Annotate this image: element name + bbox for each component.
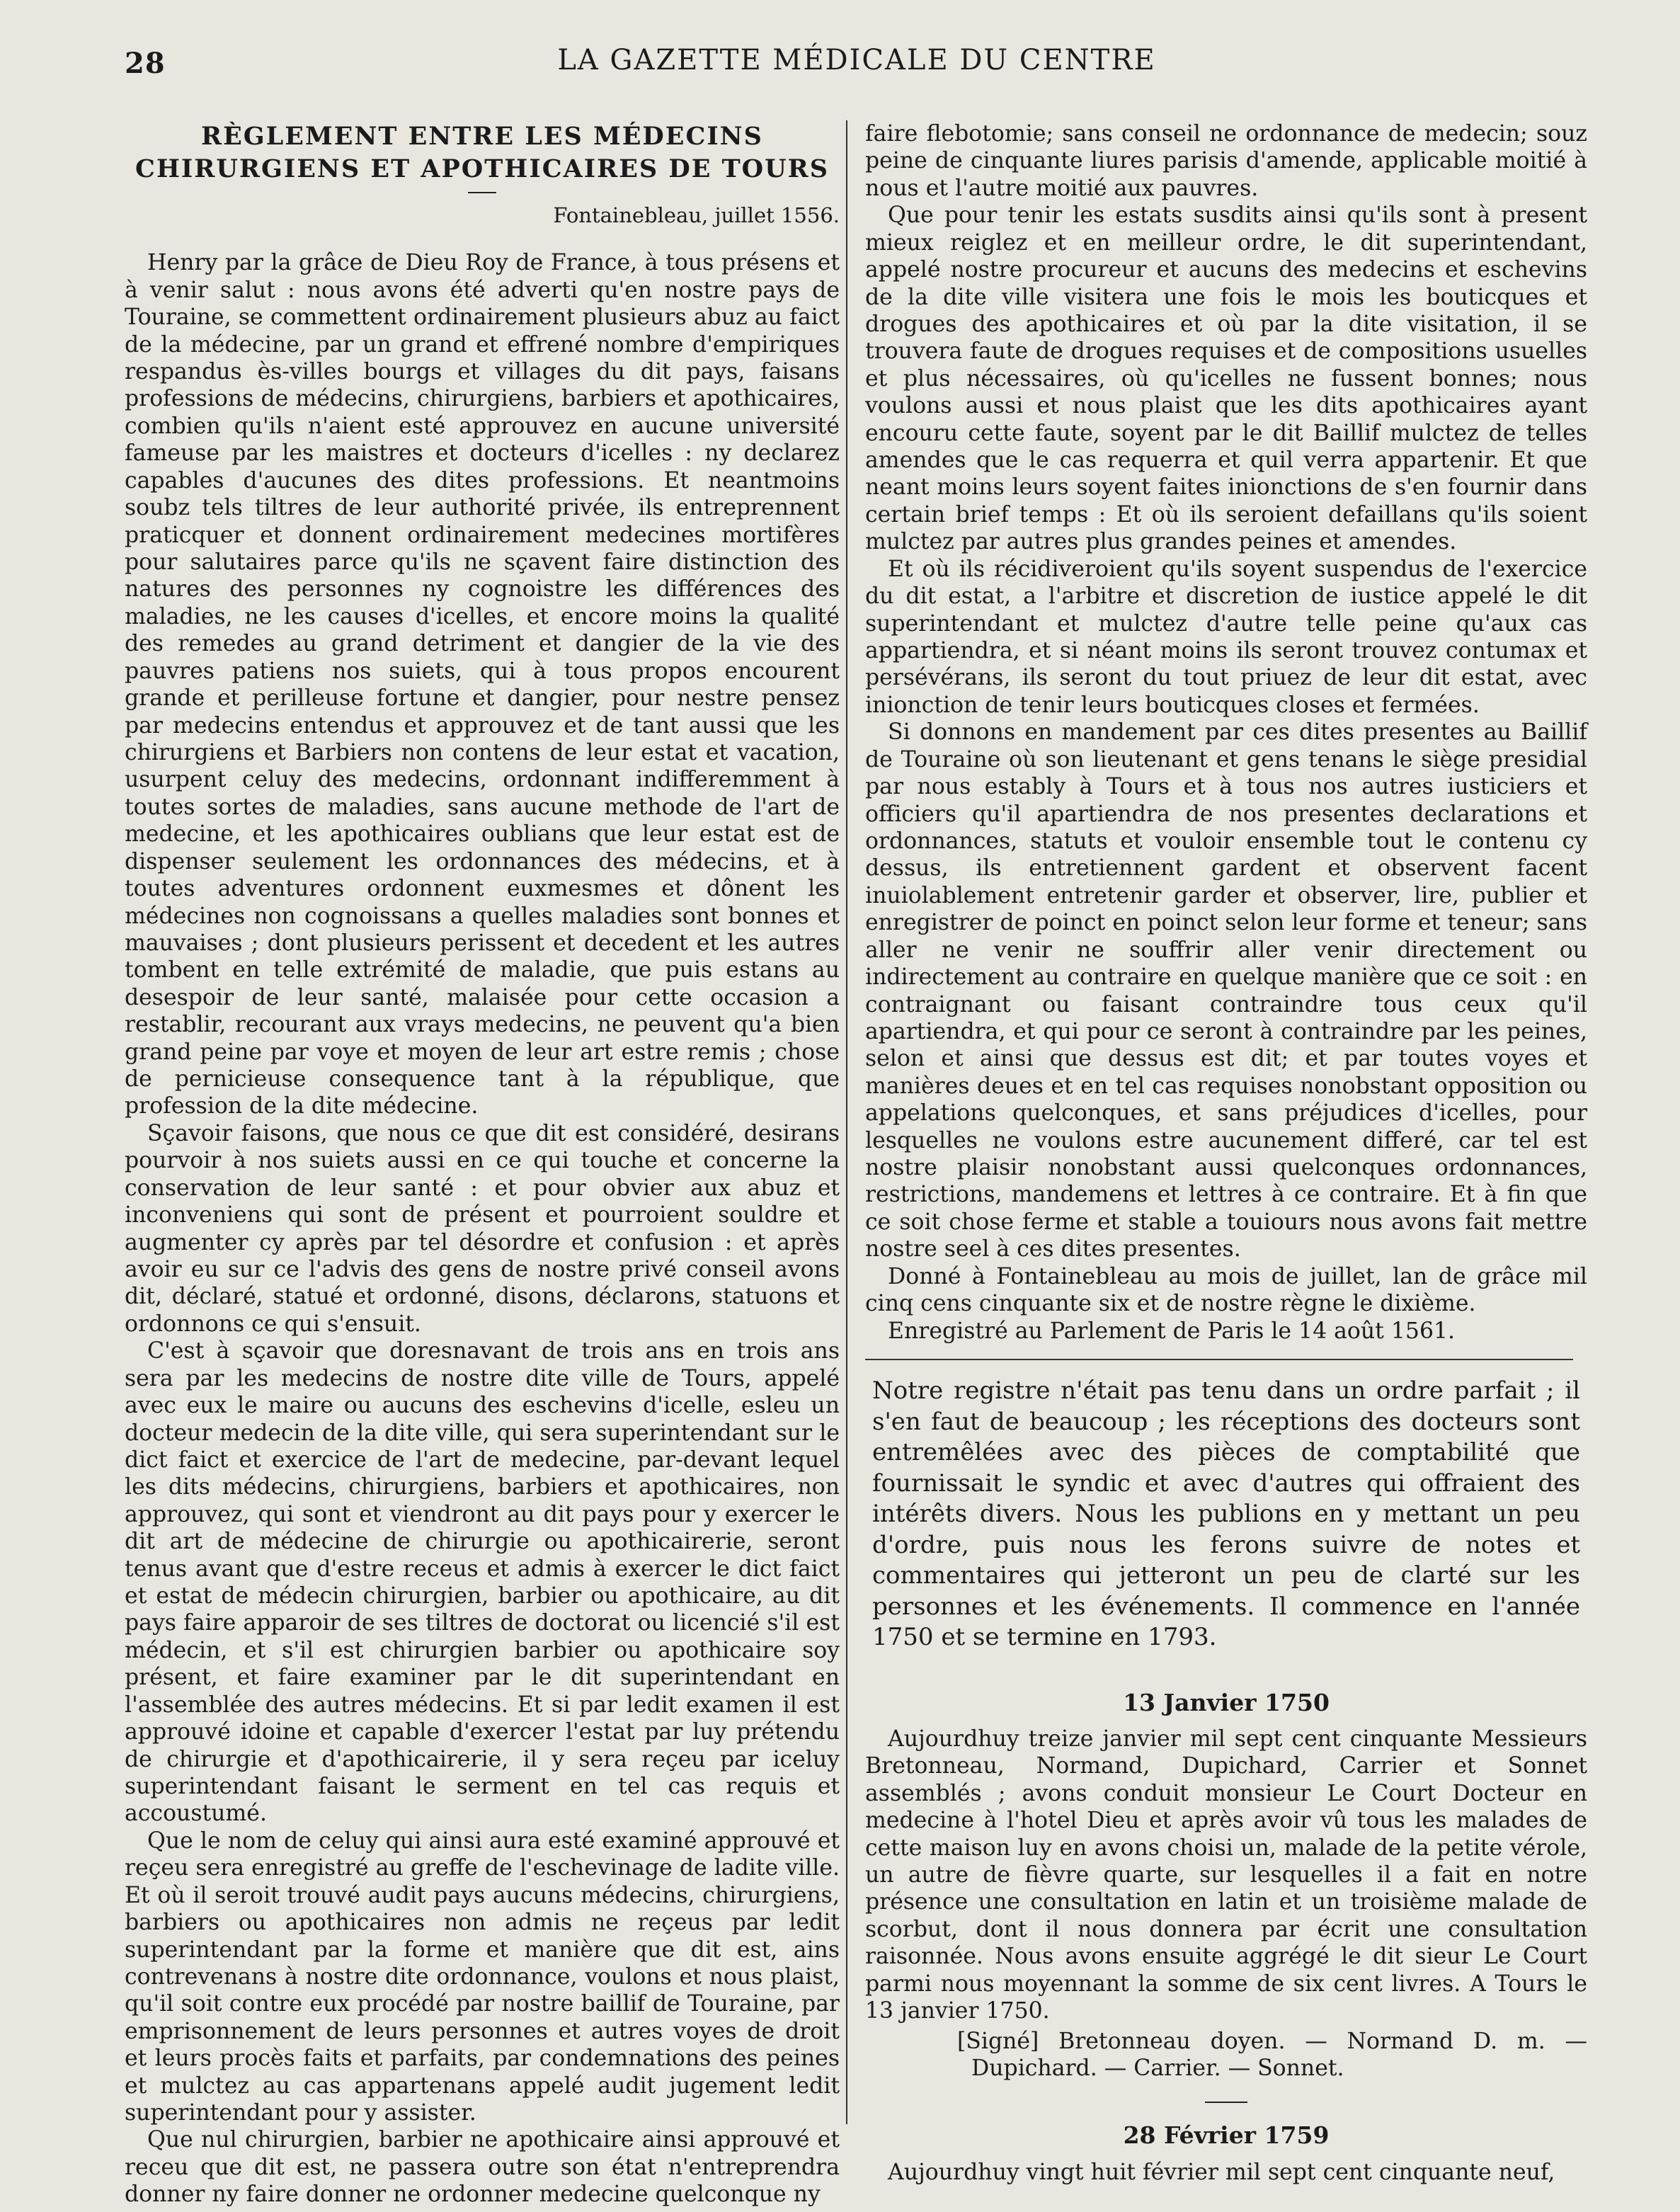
column-divider bbox=[846, 120, 847, 2124]
journal-title: LA GAZETTE MÉDICALE DU CENTRE bbox=[557, 44, 1156, 76]
article-paragraph: Sçavoir faisons, que nous ce que dit est considéré, desirans pourvoir à nos suiets aussi en ce qui touche et concerne la conservation de leur santé : et pour obvier aux abuz et inconveniens qui sont de présent et pourroient souldre et augmenter cy après par tel désordre et confusion : et après avoir eu sur ce l'advis des gens de nostre privé conseil avons dit, déclaré, statué et ordonné, disons, déclarons, statuons et ordonnons ce qui s'ensuit. bbox=[125, 1120, 840, 1337]
section-divider bbox=[865, 1359, 1573, 1360]
article-paragraph: faire flebotomie; sans conseil ne ordonnance de medecin; souz peine de cinquante liures parisis d'amende, applicable moitié à nous et l'autre moitié aux pauvres. bbox=[865, 121, 1587, 201]
article-paragraph: Donné à Fontainebleau au mois de juillet, lan de grâce mil cinq cens cinquante six et de nostre règne le dixième. bbox=[865, 1263, 1587, 1317]
registration-note: Enregistré au Parlement de Paris le 14 août 1561. bbox=[888, 1318, 1456, 1344]
article-paragraph: Que le nom de celuy qui ainsi aura esté examiné approuvé et reçeu sera enregistré au greffe de l'eschevinage de ladite ville. Et où il seroit trouvé audit pays aucuns médecins, chirurgiens, barbiers ou apothicaires non admis ne reçeus par ledit superintendant par la forme et manière que dit est, ains contrevenans à nostre dite ordonnance, voulons et nous plaist, qu'il soit contre eux procédé par nostre baillif de Touraine, par emprisonnement de leurs personnes et autres voyes de droit et leurs procès faits et parfaits, par condemnations des peines et mulctez au cas appartenans appelé audit jugement ledit superintendant pour y assister. bbox=[125, 1828, 840, 2126]
article-title-line-1: RÈGLEMENT ENTRE LES MÉDECINS bbox=[201, 122, 763, 151]
entry-text: Aujourdhuy treize janvier mil sept cent cinquante Messieurs Bretonneau, Normand, Dupichard, Carrier et Sonnet assemblés ; avons conduit monsieur Le Court Docteur en medecine à l'hotel Dieu et après avoir vû tous les malades de cette maison luy en avons choisi un, malade de la petite vérole, un autre de fièvre quarte, sur lesquelles il a fait en notre présence une consultation en latin et un troisième malade de scorbut, dont il nous donnera par écrit une consultation raisonnée. Nous avons ensuite aggrégé le dit sieur Le Court parmi nous moyennant la somme de six cent livres. A Tours le 13 janvier 1750. bbox=[865, 1726, 1587, 2024]
article-paragraph: Si donnons en mandement par ces dites presentes au Baillif de Touraine où son lieutenant et gens tenans le siège presidial par nous estably à Tours et à tous nos autres iusticiers et officiers qu'il apartiendra de nos presentes declarations et ordonnances, statuts et vouloir ensemble tout le contenu cy dessus, ils entretiennent gardent et observent facent inuiolablement entretenir garder et observer, lire, publier et enregistrer de poinct en poinct selon leur forme et teneur; sans aller ne venir ne souffrir aller venir directement ou indirectement au contraire en quelque manière que ce soit : en contraignant ou faisant contraindre tous ceux qu'il apartiendra, et qui pour ce seront à contraindre par les peines, selon et ainsi que dessus est dit; et par toutes voyes et manières deues et en tel cas requises nonobstant opposition ou appelations quelconques, et sans préjudices d'icelles, pour lesquelles ne voulons estre aucunement differé, car tel est nostre plaisir nonobstant aussi quelconques ordonnances, restrictions, mandemens et lettres à ce contraire. Et à fin que ce soit chose ferme et stable a touiours nous avons fait mettre nostre seel à ces dites presentes. bbox=[865, 719, 1587, 1262]
article-paragraph: Henry par la grâce de Dieu Roy de France, à tous présens et à venir salut : nous avons été adverti qu'en nostre pays de Touraine, se commettent ordinairement plusieurs abuz au faict de la médecine, par un grand et effrené nombre d'empiriques respandus ès-villes bourgs et villages du dit pays, faisans professions de médecins, chirurgiens, barbiers et apothicaires, combien qu'ils n'aient esté approuvez en aucune université fameuse par les maistres et docteurs d'icelles : ny declarez capables d'aucunes des dites professions. Et neantmoins soubz tels tiltres de leur authorité privée, ils entreprennent praticquer et donnent ordinairement medecines mortifères pour salutaires parce qu'ils ne sçavent faire distinction des natures des personnes ny cognoistre les différences des maladies, ne les causes d'icelles, et encore moins la qualité des remedes au grand detriment et dangier de la vie des pauvres patiens nos suiets, qui à tous propos encourent grande et perilleuse fortune et dangier, pour nestre pensez par medecins entendus et approuvez et de tant aussi que les chirurgiens et Barbiers non contens de leur estat et vacation, usurpent celuy des medecins, ordonnant indifferemment à toutes sortes de maladies, sans aucune methode de l'art de medecine, et les apothicaires oublians que leur estat est de dispenser seulement les ordonnances des médecins, et à toutes adventures ordonnent euxmesmes et dônent les médecines non cognoissans a quelles maladies sont bonnes et mauvaises ; dont plusieurs perissent et decedent et les autres tombent en telle extrémité de maladie, que puis estans au desespoir de leur santé, malaisée pour cette occasion a restablir, recourant aux vrays medecins, ne peuvent qu'a bien grand peine par voye et moyen de leur art estre remis ; chose de pernicieuse consequence tant à la république, que profession de la dite médecine. bbox=[125, 250, 840, 1119]
article-paragraph: Et où ils récidiveroient qu'ils soyent suspendus de l'exercice du dit estat, a l'arbitre et discretion de iustice appelé le dit superintendant et mulctez d'autre telle peine qu'aux cas appartiendra, et si néant moins ils seront trouvez contumax et persévérans, ils seront du tout priuez de leur dit estat, avec inionction de tenir leurs bouticques closes et fermées. bbox=[865, 556, 1587, 718]
article-paragraph: Que nul chirurgien, barbier ne apothicaire ainsi approuvé et receu que dit est, ne passera outre son état n'entreprendra donner ny faire donner ne ordonner medecine quelconque ny bbox=[125, 2127, 840, 2208]
entry-separator bbox=[1205, 2102, 1247, 2103]
article-title-line-2: CHIRURGIENS ET APOTHICAIRES DE TOURS bbox=[135, 154, 829, 183]
entry-text: Aujourdhuy vingt huit février mil sept cent cinquante neuf, bbox=[888, 2159, 1555, 2185]
article-paragraph: C'est à sçavoir que doresnavant de trois ans en trois ans sera par les medecins de nostre dite ville de Tours, appelé avec eux le maire ou aucuns des eschevins d'icelle, esleu un docteur medecin de la dite ville, qui sera superintendant sur le dict faict et exercice de l'art de medecine, par-devant lequel les dits médecins, chirurgiens, barbiers et apothicaires, non approuvez, qui sont et viendront au dit pays pour y exercer le dit art de médecine de chirurgie ou apothicairerie, seront tenus avant que d'estre receus et admis à exercer le dict faict et estat de médecin chirurgien, barbier ou apothicaire, au dit pays faire apparoir de ses tiltres de doctorat ou licencié s'il est médecin, et s'il est chirurgien barbier ou apothicaire soy présent, et faire examiner par le dit superintendant en l'assemblée des autres médecins. Et si par ledit examen il est approuvé idoine et capable d'exercer l'estat par luy prétendu de chirurgie et d'apothicairerie, il y sera reçeu par iceluy superintendant faisant le serment en tel cas requis et accoustumé. bbox=[125, 1338, 840, 1827]
article-paragraph: Que pour tenir les estats susdits ainsi qu'ils sont à present mieux reiglez et en meilleur ordre, le dit superintendant, appelé nostre procureur et aucuns des medecins et eschevins de la dite ville visitera une fois le mois les bouticques et drogues des apothicaires et où par la dite visitation, il se trouvera faute de drogues requises et de compositions usuelles et plus nécessaires, où qu'icelles ne fussent bonnes; nous voulons aussi et nous plaist que les dits apothicaires ayant encouru cette faute, soyent par le dit Baillif mulctez de telles amendes que le cas requerra et quil verra appartenir. Et que neant moins leurs soyent faites inionctions de s'en fournir dans certain brief temps : Et où ils seroient defaillans qu'ils soient mulctez par autres plus grandes peines et amendes. bbox=[865, 203, 1587, 555]
right-column bbox=[865, 120, 1587, 2186]
page-number: 28 bbox=[125, 47, 166, 80]
editor-note bbox=[865, 1376, 1587, 1653]
article-continuation bbox=[865, 120, 1587, 1345]
entry-date-heading: 13 Janvier 1750 bbox=[1123, 1688, 1330, 1716]
article-dateline: Fontainebleau, juillet 1556. bbox=[553, 203, 840, 227]
left-column bbox=[125, 120, 840, 2208]
entry-date-heading: 28 Février 1759 bbox=[1123, 2121, 1330, 2150]
title-rule bbox=[468, 192, 496, 193]
editor-note-text: Notre registre n'était pas tenu dans un ordre parfait ; il s'en faut de beaucoup ; les réceptions des docteurs sont entremêlées avec des pièces de comptabilité que fournissait le syndic et avec d'autres qui offraient des intérêts divers. Nous les publions en y mettant un peu d'ordre, puis nous les ferons suivre de notes et commentaires qui jetteront un peu de clarté sur les personnes et les événements. Il commence en l'année 1750 et se termine en 1793. bbox=[872, 1376, 1580, 1652]
article-title bbox=[125, 120, 840, 185]
entry-signature: [Signé] Bretonneau doyen. — Normand D. m. — Dupichard. — Carrier. — Sonnet. bbox=[957, 2028, 1587, 2081]
